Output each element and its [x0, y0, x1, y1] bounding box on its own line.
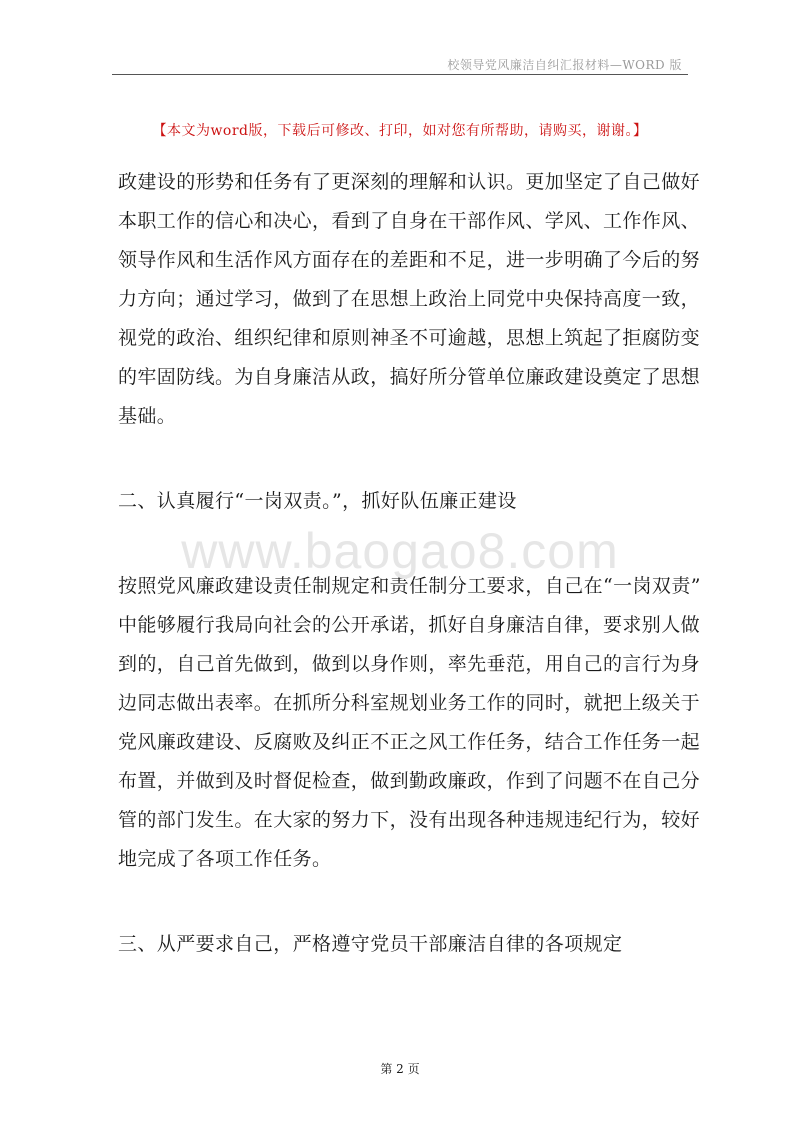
body-text-line: 布置，并做到及时督促检查，做到勤政廉政，作到了问题不在自己分 [118, 770, 701, 792]
header-divider [112, 74, 688, 75]
section-heading: 二、认真履行“一岗双责。”，抓好队伍廉正建设 [118, 490, 517, 512]
body-text-line: 地完成了各项工作任务。 [118, 848, 332, 870]
body-text-line: 按照党风廉政建设责任制规定和责任制分工要求，自己在“一岗双责” [118, 575, 701, 597]
body-text-line: 本职工作的信心和决心，看到了自身在干部作风、学风、工作作风、 [118, 210, 701, 232]
running-header-title: 校领导党风廉洁自纠汇报材料—WORD 版 [447, 58, 682, 72]
download-notice: 【本文为word版，下载后可修改、打印，如对您有所帮助，请购买，谢谢。】 [152, 123, 648, 139]
body-text-line: 视党的政治、组织纪律和原则神圣不可逾越，思想上筑起了拒腐防变 [118, 327, 701, 349]
body-text-line: 力方向；通过学习，做到了在思想上政治上同党中央保持高度一致， [118, 288, 701, 310]
body-text-line: 管的部门发生。在大家的努力下，没有出现各种违规违纪行为，较好 [118, 809, 701, 831]
body-text-line: 党风廉政建设、反腐败及纠正不正之风工作任务，结合工作任务一起 [118, 731, 701, 753]
body-text-line: 到的，自己首先做到，做到以身作则，率先垂范，用自己的言行为身 [118, 653, 701, 675]
watermark-text: www.baogao8.com [181, 523, 619, 579]
body-text-line: 基础。 [118, 405, 177, 427]
section-heading: 三、从严要求自己，严格遵守党员干部廉洁自律的各项规定 [118, 933, 623, 955]
body-text-line: 领导作风和生活作风方面存在的差距和不足，进一步明确了今后的努 [118, 249, 701, 271]
body-text-line: 中能够履行我局向社会的公开承诺，抓好自身廉洁自律，要求别人做 [118, 614, 701, 636]
body-text-line: 边同志做出表率。在抓所分科室规划业务工作的同时，就把上级关于 [118, 692, 701, 714]
page-number: 第 2 页 [380, 1062, 420, 1076]
body-text-line: 的牢固防线。为自身廉洁从政，搞好所分管单位廉政建设奠定了思想 [118, 366, 701, 388]
body-text-line: 政建设的形势和任务有了更深刻的理解和认识。更加坚定了自己做好 [118, 171, 701, 193]
